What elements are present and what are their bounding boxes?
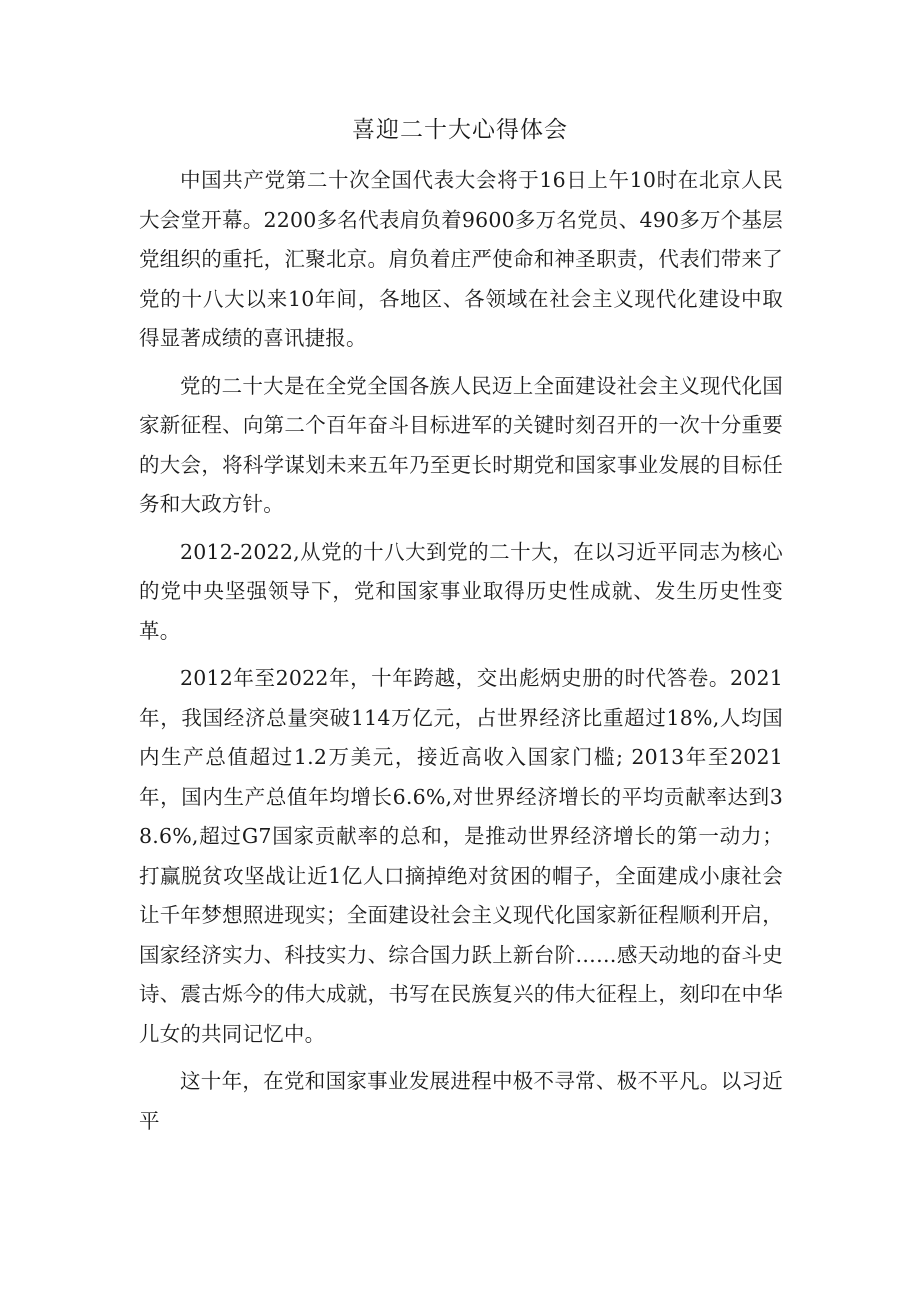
paragraph-5: 这十年，在党和国家事业发展进程中极不寻常、极不平凡。以习近平	[139, 1069, 783, 1133]
paragraph-3: 2012-2022,从党的十八大到党的二十大，在以习近平同志为核心的党中央坚强领导下，党和国家事业取得历史性成就、发生历史性变革。	[139, 539, 783, 643]
document-title: 喜迎二十大心得体会	[352, 117, 568, 143]
document-body	[139, 161, 783, 1149]
paragraph-2: 党的二十大是在全党全国各族人民迈上全面建设社会主义现代化国家新征程、向第二个百年奋斗目标进军的关键时刻召开的一次十分重要的大会，将科学谋划未来五年乃至更长时期党和国家事业发展的目标任务和大政方针。	[139, 373, 783, 516]
paragraph-4: 2012年至2022年，十年跨越，交出彪炳史册的时代答卷。2021年，我国经济总量突破114万亿元，占世界经济比重超过18%,人均国内生产总值超过1.2万美元，接近高收入国家门槛; 2013年至2021年，国内生产总值年均增长6.6%,对世界经济增长的平均贡献率达到38.6%,超过G7国家贡献率的总和，是推动世界经济增长的第一动力；打赢脱贫攻坚战让近1亿人口摘掉绝对贫困的帽子，全面建成小康社会让千年梦想照进现实；全面建设社会主义现代化国家新征程顺利开启，国家经济实力、科技实力、综合国力跃上新台阶……感天动地的奋斗史诗、震古烁今的伟大成就，书写在民族复兴的伟大征程上，刻印在中华儿女的共同记忆中。	[139, 666, 783, 1046]
paragraph-1: 中国共产党第二十次全国代表大会将于16日上午10时在北京人民大会堂开幕。2200多名代表肩负着9600多万名党员、490多万个基层党组织的重托，汇聚北京。肩负着庄严使命和神圣职责，代表们带来了党的十八大以来10年间，各地区、各领域在社会主义现代化建设中取得显著成绩的喜讯捷报。	[139, 168, 783, 350]
